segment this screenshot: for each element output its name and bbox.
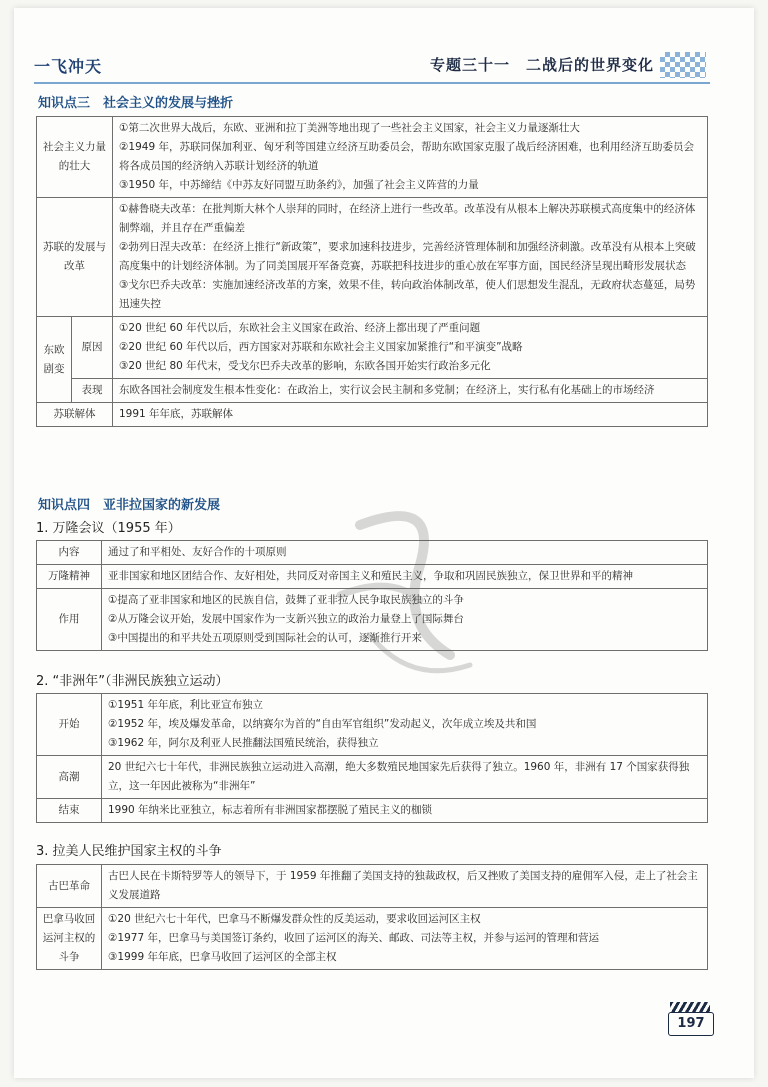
row-label: 苏联解体 [37,403,113,427]
list-item: ③中国提出的和平共处五项原则受到国际社会的认可，逐渐推行开来 [108,632,422,644]
list-item: ①1951 年年底，利比亚宣布独立 [108,699,263,711]
table-row [37,694,708,756]
brand-logo: 一飞冲天 [34,57,103,76]
row-label: 苏联的发展与改革 [37,198,113,317]
list-item: ①第二次世界大战后，东欧、亚洲和拉丁美洲等地出现了一些社会主义国家，社会主义力量逐渐壮大 [119,122,580,134]
list-item: ③1950 年，中苏缔结《中苏友好同盟互助条约》，加强了社会主义阵营的力量 [119,179,479,191]
table-row [37,198,708,317]
table-row [37,117,708,198]
row-content [102,908,708,970]
row-content: 东欧各国社会制度发生根本性变化：在政治上，实行议会民主制和多党制；在经济上，实行私有化基础上的市场经济 [113,379,708,403]
table-row [37,908,708,970]
table-row [37,756,708,799]
row-label: 东欧剧变 [37,317,72,403]
list-item: ②1952 年，埃及爆发革命，以纳赛尔为首的“自由军官组织”发动起义，次年成立埃及共和国 [108,718,537,730]
watermark-logo [330,505,490,695]
table-row [37,403,708,427]
section4-title: 知识点四 亚非拉国家的新发展 [38,498,221,513]
africa-title: 2. “非洲年”（非洲民族独立运动） [36,674,229,689]
table-row [37,799,708,823]
sub-label: 原因 [72,317,113,379]
latin-table [36,864,708,970]
row-label: 内容 [37,541,102,565]
table-row [37,379,708,403]
checker-decoration [660,52,706,78]
bandung-title: 1. 万隆会议（1955 年） [36,521,181,536]
row-label: 开始 [37,694,102,756]
list-item: ①20 世纪六七十年代，巴拿马不断爆发群众性的反美运动，要求收回运河区主权 [108,913,481,925]
page-header [34,50,710,82]
row-content: 1991 年年底，苏联解体 [113,403,708,427]
row-label: 古巴革命 [37,865,102,908]
row-content: 1990 年纳米比亚独立，标志着所有非洲国家都摆脱了殖民主义的枷锁 [102,799,708,823]
section3-title: 知识点三 社会主义的发展与挫折 [38,96,234,111]
row-label: 万隆精神 [37,565,102,589]
page-number [668,1002,712,1036]
row-label: 高潮 [37,756,102,799]
section3-table [36,116,708,427]
list-item: ②1977 年，巴拿马与美国签订条约，收回了运河区的海关、邮政、司法等主权，并参与运河的管理和营运 [108,932,599,944]
row-content: 20 世纪六七十年代，非洲民族独立运动进入高潮，绝大多数殖民地国家先后获得了独立。1960 年，非洲有 17 个国家获得独立，这一年因此被称为“非洲年” [102,756,708,799]
row-label: 社会主义力量的壮大 [37,117,113,198]
list-item: ②1949 年，苏联同保加利亚、匈牙利等国建立经济互助委员会，帮助东欧国家克服了战后经济困难，也利用经济互助委员会将各成员国的经济纳入苏联计划经济的轨道 [119,141,694,172]
topic-title: 专题三十一 二战后的世界变化 [429,56,654,74]
row-label: 作用 [37,589,102,651]
list-item: ②从万隆会议开始，发展中国家作为一支新兴独立的政治力量登上了国际舞台 [108,613,464,625]
row-content: 古巴人民在卡斯特罗等人的领导下，于 1959 年推翻了美国支持的独裁政权，后又挫败了美国支持的雇佣军入侵，走上了社会主义发展道路 [102,865,708,908]
row-label: 结束 [37,799,102,823]
row-content: 亚非国家和地区团结合作、友好相处，共同反对帝国主义和殖民主义，争取和巩固民族独立，保卫世界和平的精神 [102,565,708,589]
africa-table [36,693,708,823]
list-item: ③1999 年年底，巴拿马收回了运河区的全部主权 [108,951,337,963]
row-content: 通过了和平相处、友好合作的十项原则 [102,541,708,565]
list-item: ③1962 年，阿尔及利亚人民推翻法国殖民统治，获得独立 [108,737,379,749]
list-item: ③戈尔巴乔夫改革：实施加速经济改革的方案，效果不佳，转向政治体制改革，使人们思想发生混乱，无政府状态蔓延，局势迅速失控 [119,279,696,310]
list-item: ①20 世纪 60 年代以后，东欧社会主义国家在政治、经济上都出现了严重问题 [119,322,481,334]
page-number-text: 197 [668,1012,714,1036]
row-label: 巴拿马收回运河主权的斗争 [37,908,102,970]
list-item: ③20 世纪 80 年代末，受戈尔巴乔夫改革的影响，东欧各国开始实行政治多元化 [119,360,491,372]
table-row [37,865,708,908]
list-item: ①赫鲁晓夫改革：在批判斯大林个人崇拜的同时，在经济上进行一些改革。改革没有从根本上解决苏联模式高度集中的经济体制弊端，并且存在严重偏差 [119,203,696,234]
list-item: ②勃列日涅夫改革：在经济上推行“新政策”，要求加速科技进步，完善经济管理体制和加强经济刺激。改革没有从根本上突破高度集中的计划经济体制。为了同美国展开军备竞赛，苏联把科技进步的重心放在军事方面，国民经济呈现出畸形发展状态 [119,241,696,272]
list-item: ①提高了亚非国家和地区的民族自信，鼓舞了亚非拉人民争取民族独立的斗争 [108,594,464,606]
latin-title: 3. 拉美人民维护国家主权的斗争 [36,844,222,859]
table-row [37,317,708,379]
row-content [102,694,708,756]
list-item: ②20 世纪 60 年代以后，西方国家对苏联和东欧社会主义国家加紧推行“和平演变”战略 [119,341,523,353]
page-number-stripes [670,1002,710,1012]
row-content [113,117,708,198]
sub-label: 表现 [72,379,113,403]
row-content [113,317,708,379]
header-divider [34,82,710,84]
row-content [113,198,708,317]
